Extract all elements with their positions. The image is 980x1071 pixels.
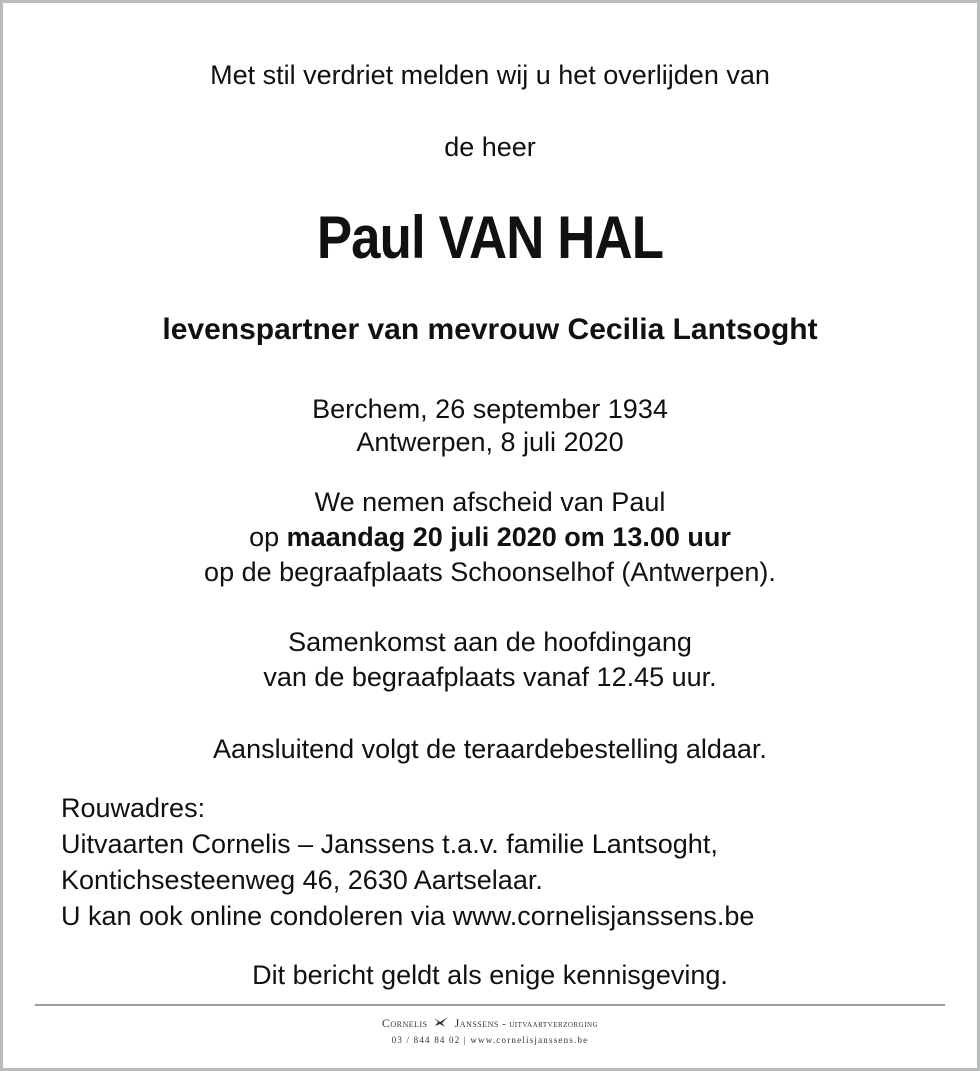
deceased-name: Paul VAN HAL [316, 204, 664, 271]
footer-divider [35, 1004, 945, 1006]
partner-line: levenspartner van mevrouw Cecilia Lantsoght [162, 313, 818, 346]
address-line-2: Kontichsesteenweg 46, 2630 Aartselaar. [61, 865, 543, 895]
burial-line: Aansluitend volgt de teraardebestelling aldaar. [213, 734, 767, 764]
birth-line: Berchem, 26 september 1934 [312, 394, 668, 424]
brand-suffix: - uitvaartverzorging [502, 1019, 599, 1030]
brand-right: Janssens [454, 1016, 499, 1030]
farewell-intro: We nemen afscheid van Paul [314, 487, 666, 517]
notice-honorific: de heer [444, 132, 536, 162]
swallow-icon [433, 1016, 449, 1032]
gathering-line-1: Samenkomst aan de hoofdingang [288, 627, 692, 657]
farewell-date-line [3, 521, 977, 553]
address-line-1: Uitvaarten Cornelis – Janssens t.a.v. familie Lantsoght, [61, 829, 718, 859]
farewell-prefix: op [249, 522, 280, 552]
death-line: Antwerpen, 8 juli 2020 [356, 427, 624, 457]
address-line-3: U kan ook online condoleren via www.cornelisjanssens.be [61, 901, 755, 931]
gathering-line-2: van de begraafplaats vanaf 12.45 uur. [263, 662, 717, 692]
funeral-home-contact: 03 / 844 84 02 | www.cornelisjanssens.be [391, 1035, 589, 1045]
farewell-datetime: maandag 20 juli 2020 om 13.00 uur [286, 522, 731, 552]
notice-intro: Met stil verdriet melden wij u het overlijden van [210, 60, 770, 90]
funeral-home-brand [3, 1016, 977, 1032]
closing-line: Dit bericht geldt als enige kennisgeving. [252, 960, 728, 990]
farewell-place: op de begraafplaats Schoonselhof (Antwerpen). [204, 557, 776, 587]
address-label: Rouwadres: [61, 793, 206, 823]
brand-left: Cornelis [381, 1016, 428, 1030]
